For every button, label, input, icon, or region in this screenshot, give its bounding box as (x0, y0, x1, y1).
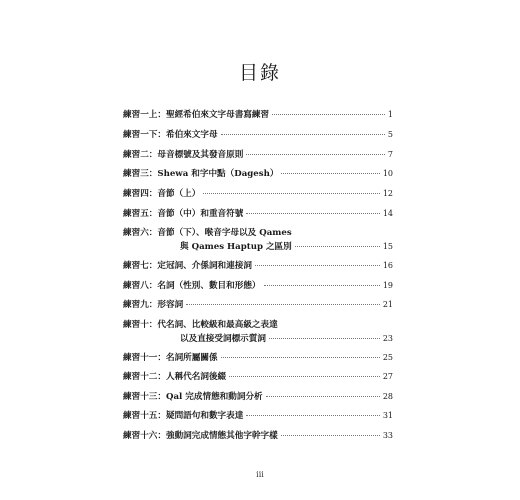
entry-title-continuation: 與 Qames Haptup 之區別 (180, 242, 292, 252)
toc-entry[interactable] (123, 429, 393, 443)
entry-page-number: 1 (387, 110, 393, 119)
entry-page-number: 16 (382, 261, 393, 270)
entry-page-number: 23 (382, 334, 393, 343)
entry-title: 音節（上） (157, 189, 201, 199)
page-title: 目錄 (238, 62, 281, 84)
toc-entry[interactable] (123, 128, 393, 142)
entry-page-number: 12 (382, 189, 393, 198)
entry-title: 母音標號及其發音原則 (157, 150, 244, 160)
entry-prefix: 練習八： (123, 281, 158, 291)
entry-page-number: 31 (382, 411, 393, 420)
entry-title: Qal 完成情態和動詞分析 (165, 392, 263, 402)
toc-entry[interactable] (123, 207, 393, 221)
dot-leader (246, 212, 379, 214)
dot-leader (246, 414, 379, 416)
dot-leader (269, 337, 380, 339)
entry-title: 定冠詞、介係詞和連接詞 (157, 261, 252, 271)
toc-entry[interactable] (123, 279, 393, 293)
entry-page-number: 10 (382, 169, 393, 178)
entry-page-number: 15 (382, 242, 393, 251)
dot-leader (281, 434, 380, 436)
dot-leader (221, 356, 380, 358)
toc-entry[interactable] (123, 187, 393, 201)
entry-page-number: 28 (382, 392, 393, 401)
dot-leader (255, 264, 380, 266)
entry-prefix: 練習十五： (123, 411, 166, 421)
entry-page-number: 19 (382, 281, 393, 290)
entry-title: 聖經希伯來文字母書寫練習 (165, 110, 270, 120)
page-folio: iii (256, 470, 264, 479)
dot-leader (264, 284, 380, 286)
dot-leader (221, 133, 385, 135)
dot-leader (246, 153, 385, 155)
toc-entry[interactable] (123, 390, 393, 404)
entry-page-number: 33 (382, 431, 393, 440)
entry-prefix: 練習四： (123, 189, 158, 199)
entry-page-number: 7 (387, 150, 393, 159)
entry-title-continuation: 以及直接受詞標示質詞 (180, 334, 266, 344)
toc-entry[interactable] (123, 351, 393, 365)
entry-prefix: 練習六： (123, 228, 158, 238)
entry-page-number: 21 (382, 300, 393, 309)
dot-leader (229, 375, 380, 377)
entry-title: 希伯來文字母 (165, 130, 218, 140)
entry-page-number: 27 (382, 372, 393, 381)
entry-title: 疑問語句和數字表達 (165, 411, 244, 421)
dot-leader (272, 113, 385, 115)
entry-prefix: 練習一上： (123, 110, 166, 120)
entry-prefix: 練習十六： (123, 431, 166, 441)
entry-page-number: 25 (382, 353, 393, 362)
toc-entry[interactable] (123, 318, 393, 346)
toc-entry[interactable] (123, 226, 393, 254)
entry-prefix: 練習十一： (123, 353, 166, 363)
dot-leader (186, 303, 380, 305)
entry-page-number: 14 (382, 209, 393, 218)
entry-title: 音節（下）、喉音字母以及 Qames (157, 228, 292, 238)
toc-entry[interactable] (123, 167, 393, 181)
entry-prefix: 練習五： (123, 209, 158, 219)
entry-prefix: 練習九： (123, 300, 158, 310)
entry-title: 名詞（性別、數目和形態） (157, 281, 261, 291)
entry-prefix: 練習二： (123, 150, 158, 160)
entry-prefix: 練習十： (123, 320, 158, 330)
entry-prefix: 練習三： (123, 169, 158, 179)
entry-title: 形容詞 (157, 300, 184, 310)
entry-prefix: 練習一下： (123, 130, 166, 140)
entry-page-number: 5 (387, 130, 393, 139)
entry-title: 人稱代名詞後綴 (165, 372, 227, 382)
dot-leader (266, 395, 380, 397)
toc-entry[interactable] (123, 108, 393, 122)
entry-title: 名詞所屬關係 (165, 353, 218, 363)
entry-prefix: 練習七： (123, 261, 158, 271)
entry-prefix: 練習十二： (123, 372, 166, 382)
toc-entry[interactable] (123, 148, 393, 162)
toc-entry[interactable] (123, 259, 393, 273)
toc-entry[interactable] (123, 370, 393, 384)
entry-prefix: 練習十三： (123, 392, 166, 402)
entry-title: 強動詞完成情態其他字幹字樣 (165, 431, 278, 441)
dot-leader (281, 172, 379, 174)
entry-title: 音節（中）和重音符號 (157, 209, 244, 219)
toc-entry[interactable] (123, 298, 393, 312)
toc-entry[interactable] (123, 409, 393, 423)
dot-leader (203, 192, 379, 194)
dot-leader (295, 245, 380, 247)
entry-title: Shewa 和字中點（Dagesh） (157, 169, 279, 179)
entry-title: 代名詞、比較級和最高級之表達 (157, 320, 278, 330)
